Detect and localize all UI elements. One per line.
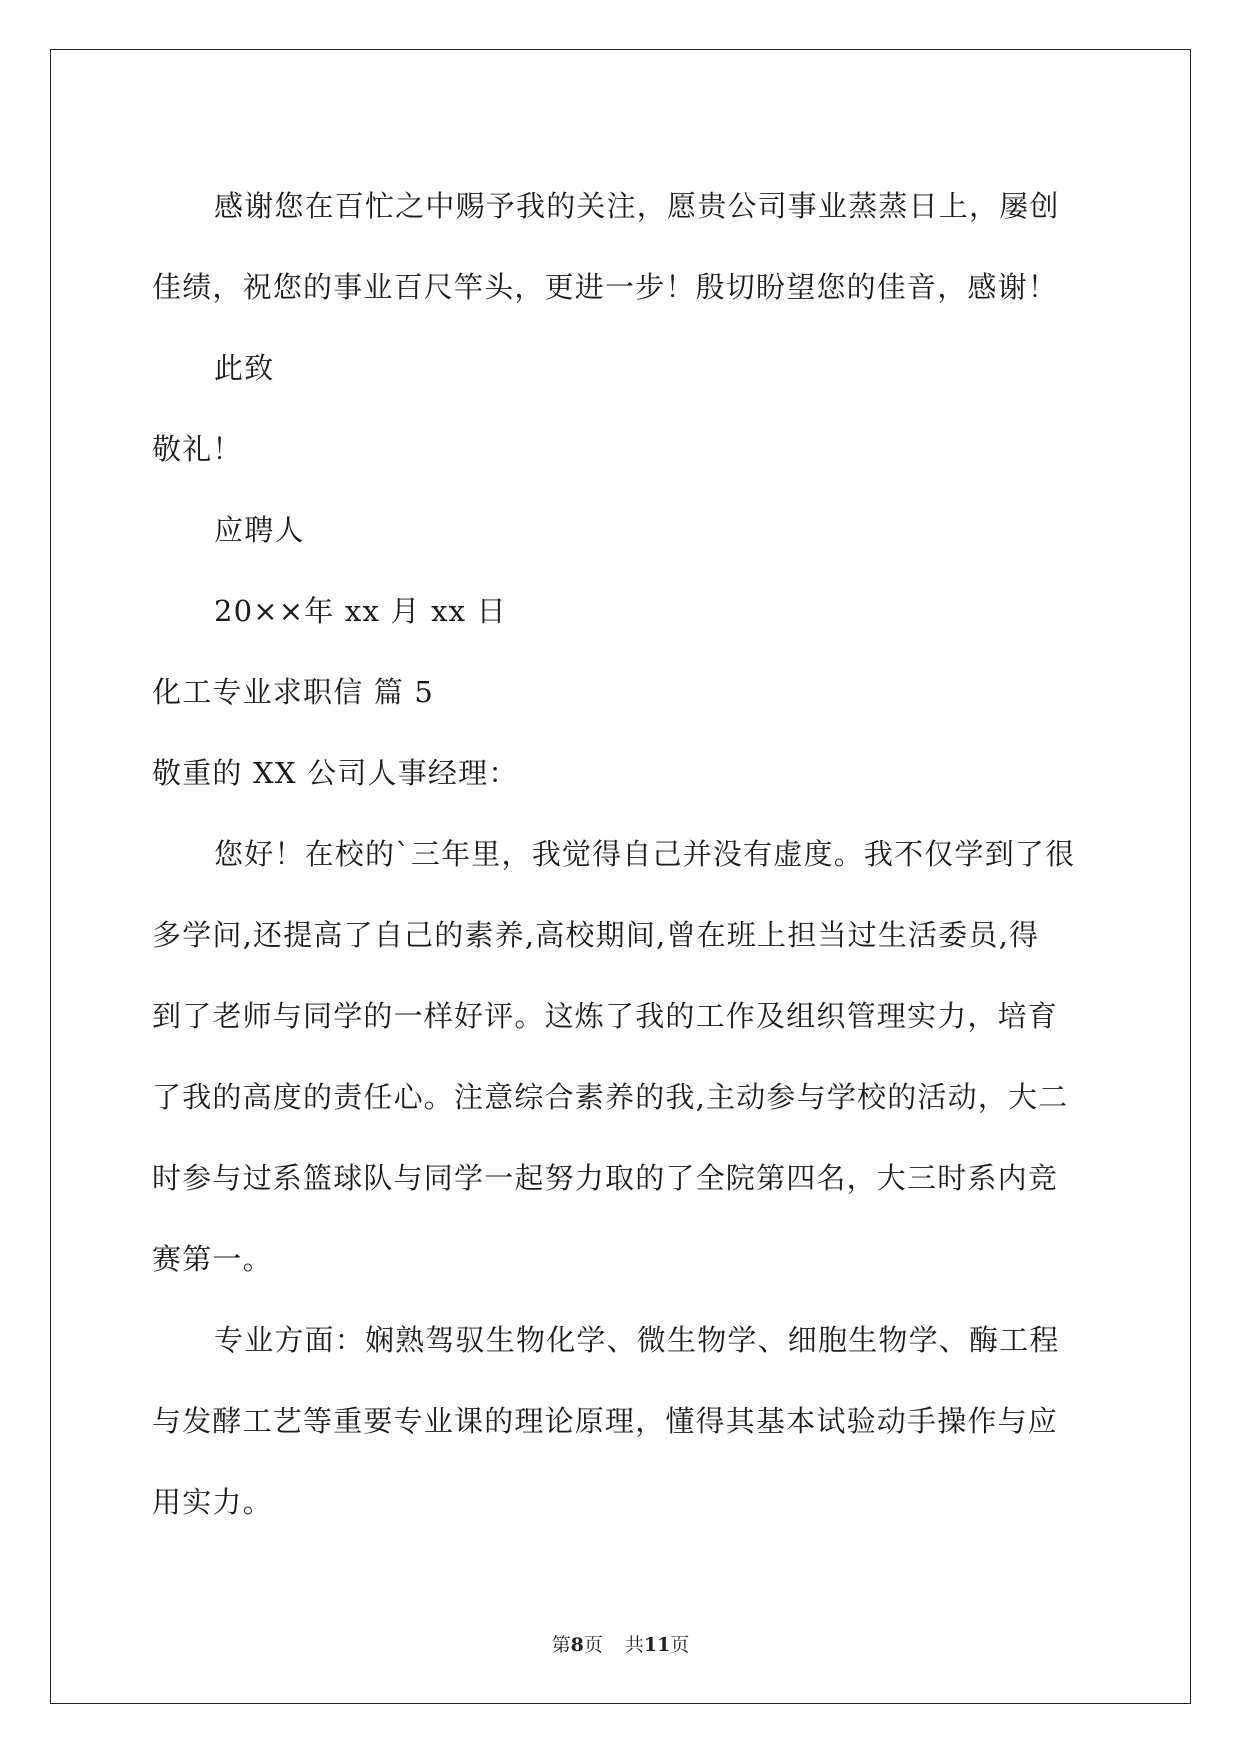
text-line: 赛第一。 bbox=[152, 1242, 273, 1276]
paragraph bbox=[152, 571, 1092, 652]
text-line: 化工专业求职信 篇 5 bbox=[152, 675, 435, 709]
total-suffix: 页 bbox=[670, 1634, 690, 1656]
text-line: 您好！在校的`三年里，我觉得自己并没有虚度。我不仅学到了很 bbox=[214, 837, 1076, 871]
text-line: 多学问,还提高了自己的素养,高校期间,曾在班上担当过生活委员,得 bbox=[152, 918, 1040, 952]
paragraph bbox=[152, 328, 1092, 409]
page-footer bbox=[0, 1630, 1241, 1657]
paragraph bbox=[152, 652, 1092, 733]
text-line: 用实力。 bbox=[152, 1485, 273, 1519]
current-page-number: 8 bbox=[570, 1634, 584, 1656]
paragraph bbox=[152, 166, 1092, 328]
text-line: 佳绩，祝您的事业百尺竿头，更进一步！殷切盼望您的佳音，感谢！ bbox=[152, 270, 1059, 304]
letter-body bbox=[152, 166, 1092, 1543]
text-line: 专业方面：娴熟驾驭生物化学、微生物学、细胞生物学、酶工程 bbox=[214, 1323, 1060, 1357]
text-line: 感谢您在百忙之中赐予我的关注，愿贵公司事业蒸蒸日上，屡创 bbox=[214, 189, 1060, 223]
text-line: 敬礼！ bbox=[152, 432, 243, 466]
text-line: 此致 bbox=[214, 351, 275, 385]
paragraph bbox=[152, 814, 1092, 1300]
text-line: 与发酵工艺等重要专业课的理论原理，懂得其基本试验动手操作与应 bbox=[152, 1404, 1059, 1438]
page-prefix: 第 bbox=[551, 1634, 571, 1656]
page-suffix: 页 bbox=[583, 1634, 603, 1656]
text-line: 应聘人 bbox=[214, 513, 305, 547]
text-line: 了我的高度的责任心。注意综合素养的我,主动参与学校的活动，大二 bbox=[152, 1080, 1069, 1114]
text-line: 敬重的 XX 公司人事经理： bbox=[152, 756, 519, 790]
paragraph bbox=[152, 1300, 1092, 1543]
paragraph bbox=[152, 490, 1092, 571]
total-prefix: 共 bbox=[624, 1634, 644, 1656]
text-line: 20××年 xx 月 xx 日 bbox=[214, 594, 507, 628]
paragraph bbox=[152, 409, 1092, 490]
text-line: 时参与过系篮球队与同学一起努力取的了全院第四名，大三时系内竞 bbox=[152, 1161, 1059, 1195]
text-line: 到了老师与同学的一样好评。这炼了我的工作及组织管理实力，培育 bbox=[152, 999, 1059, 1033]
total-page-number: 11 bbox=[643, 1634, 671, 1656]
paragraph bbox=[152, 733, 1092, 814]
